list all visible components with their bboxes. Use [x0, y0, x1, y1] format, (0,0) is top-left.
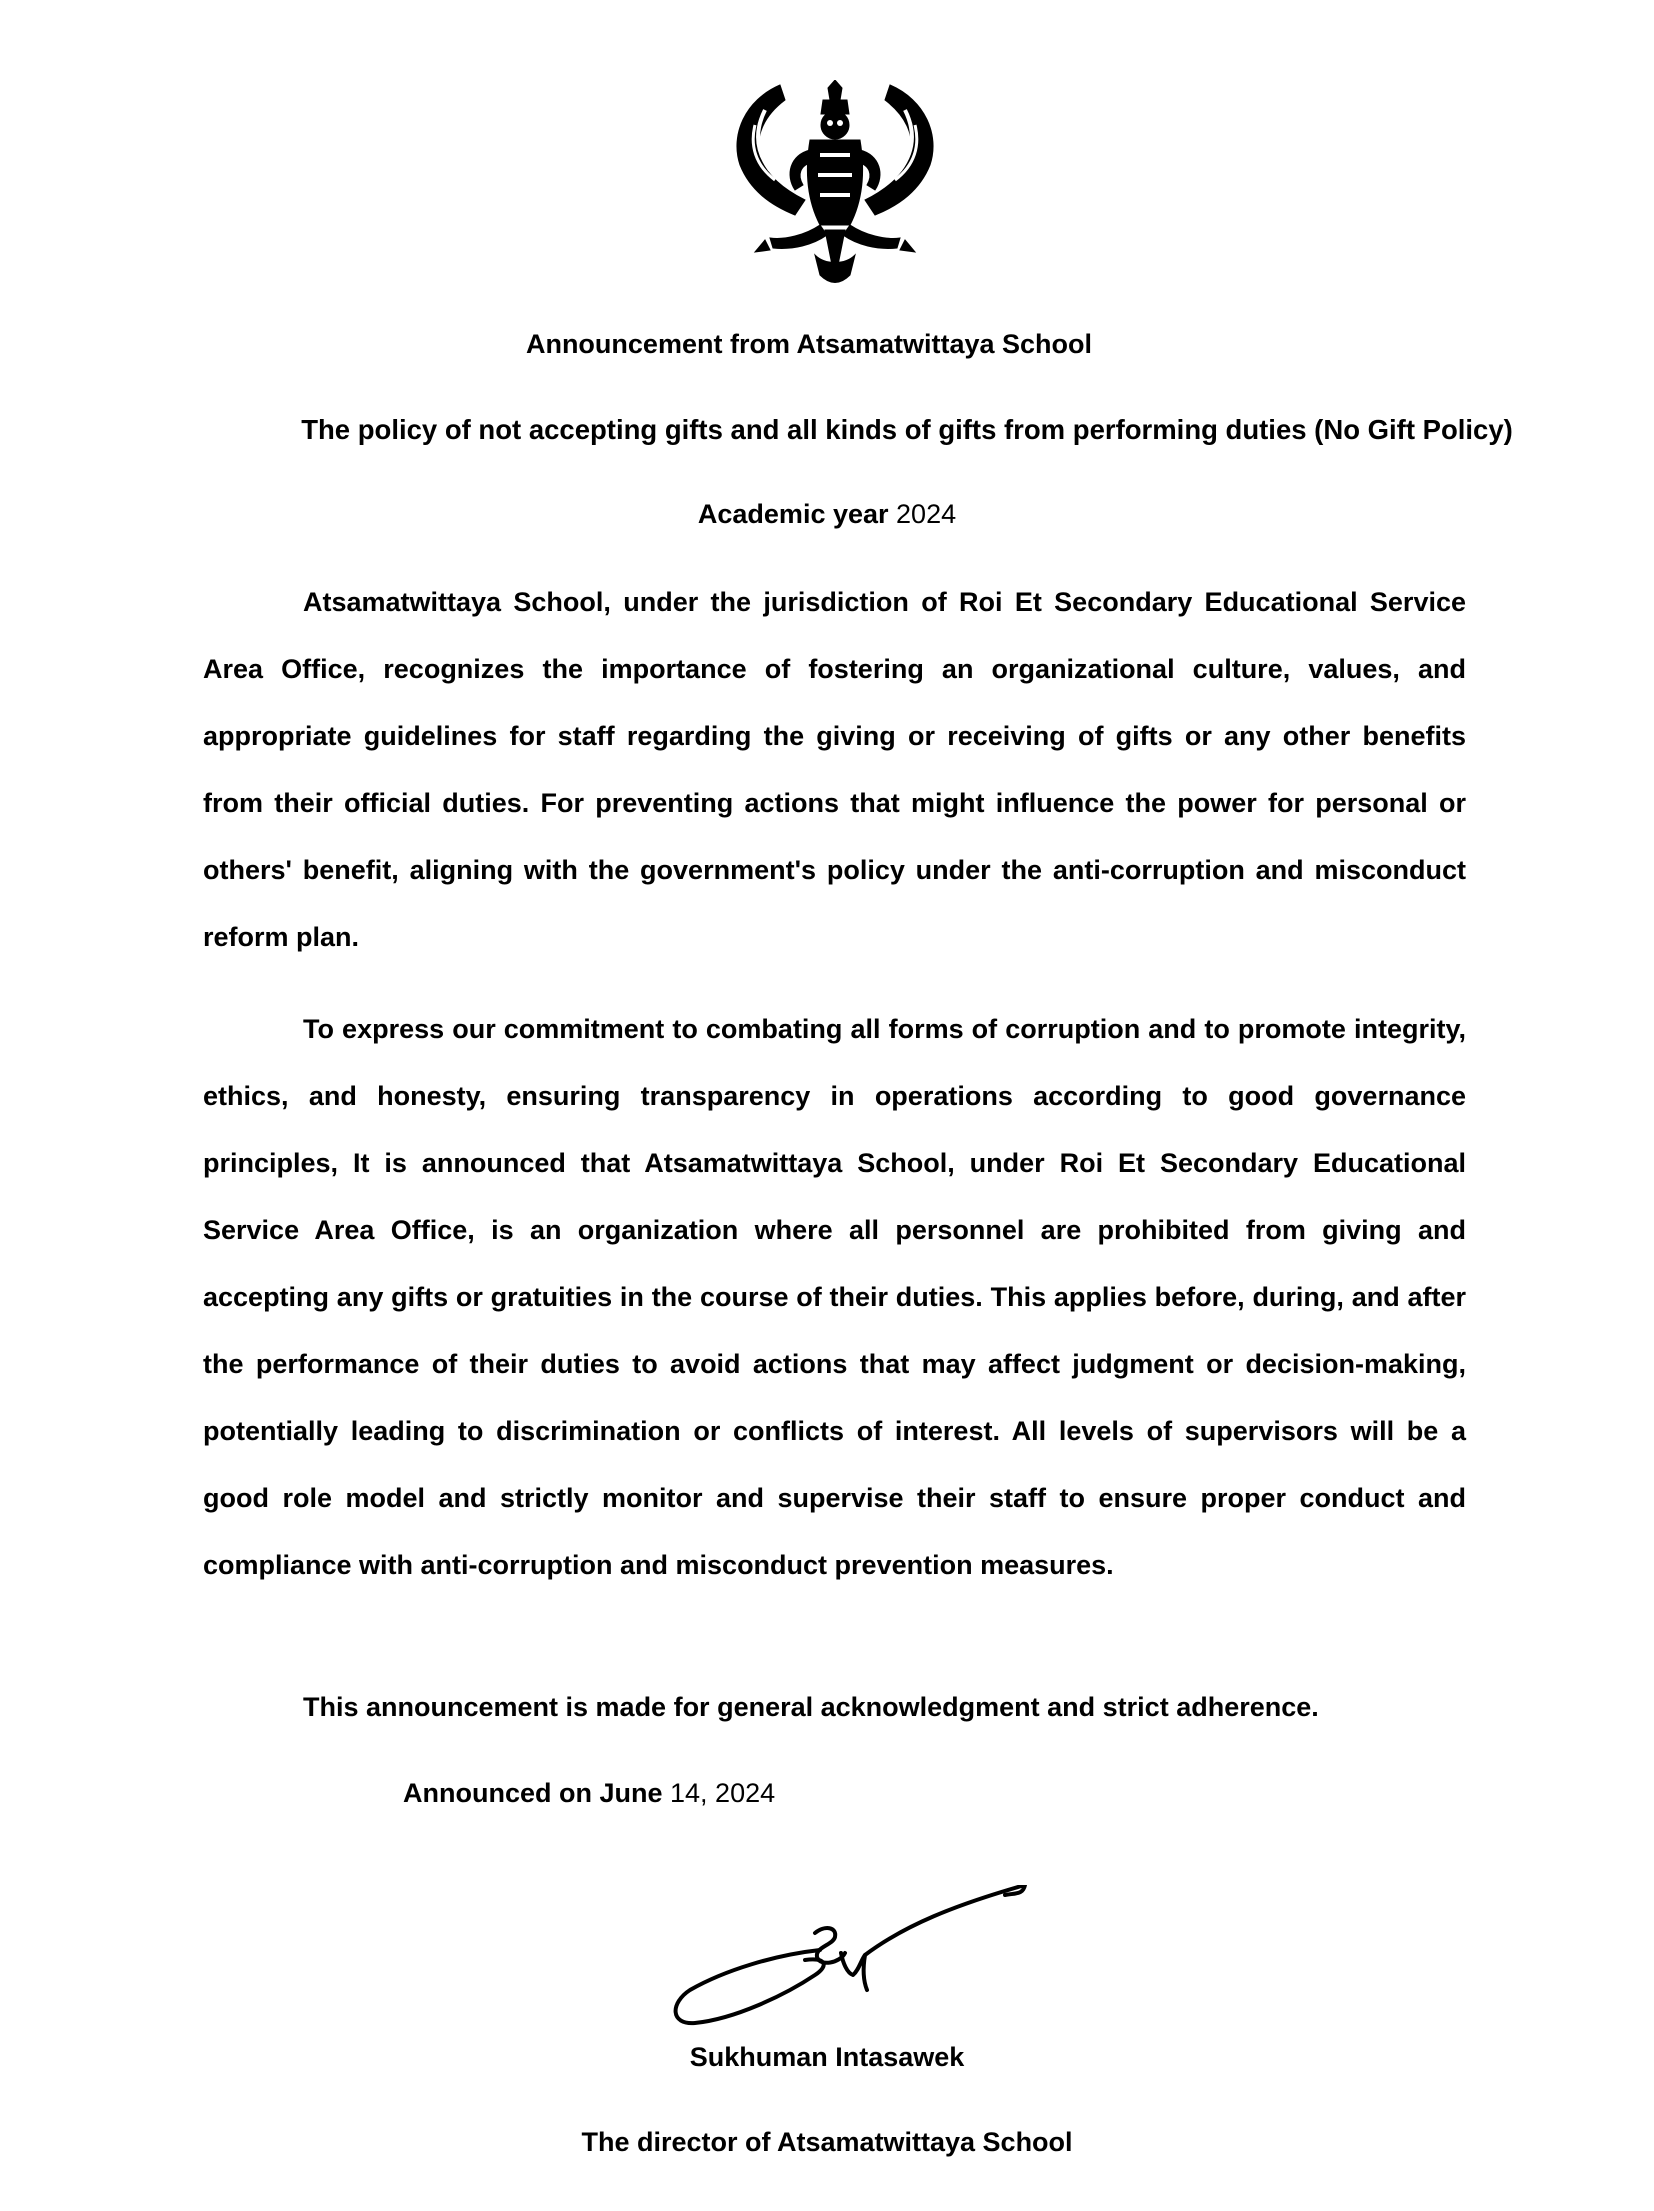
policy-title: The policy of not accepting gifts and all kinds of gifts from performing duties (No Gift Policy)	[301, 414, 1513, 445]
body-paragraph: Atsamatwittaya School, under the jurisdiction of Roi Et Secondary Educational Service Area Office, recognizes the importance of fostering an organizational culture, values, and appropriate guidelines for staff regarding the giving or receiving of gifts or any other benefits from their official duties. For preventing actions that might influence the power for personal or others' benefit, aligning with the government's policy under the anti-corruption and misconduct reform plan.	[203, 587, 1466, 952]
academic-year-label: Academic year	[697, 499, 889, 529]
body-paragraph: To express our commitment to combating all forms of corruption and to promote integrity, ethics, and honesty, ensuring transparency in operations according to good governance principles, It is announced that Atsamatwittaya School, under Roi Et Secondary Educational Service Area Office, is an organization where all personnel are prohibited from giving and accepting any gifts or gratuities in the course of their duties. This applies before, during, and after the performance of their duties to avoid actions that may affect judgment or decision-making, potentially leading to discrimination or conflicts of interest. All levels of supervisors will be a good role model and strictly monitor and supervise their staff to ensure proper conduct and compliance with anti-corruption and misconduct prevention measures.	[203, 1014, 1466, 1580]
announcement-date-label: Announced on June	[403, 1778, 663, 1808]
announcement-date-value: 14, 2024	[670, 1778, 776, 1808]
academic-year-value: 2024	[896, 499, 957, 529]
handwritten-signature	[665, 1885, 1030, 2035]
announcement-date	[403, 1776, 775, 1810]
signatory-name: Sukhuman Intasawek	[689, 2042, 965, 2072]
signatory-title: The director of Atsamatwittaya School	[581, 2127, 1073, 2157]
academic-year	[0, 497, 1654, 531]
garuda-emblem-icon	[725, 80, 945, 295]
closing-statement: This announcement is made for general acknowledgment and strict adherence.	[303, 1692, 1319, 1722]
announcement-title: Announcement from Atsamatwittaya School	[525, 329, 1093, 359]
